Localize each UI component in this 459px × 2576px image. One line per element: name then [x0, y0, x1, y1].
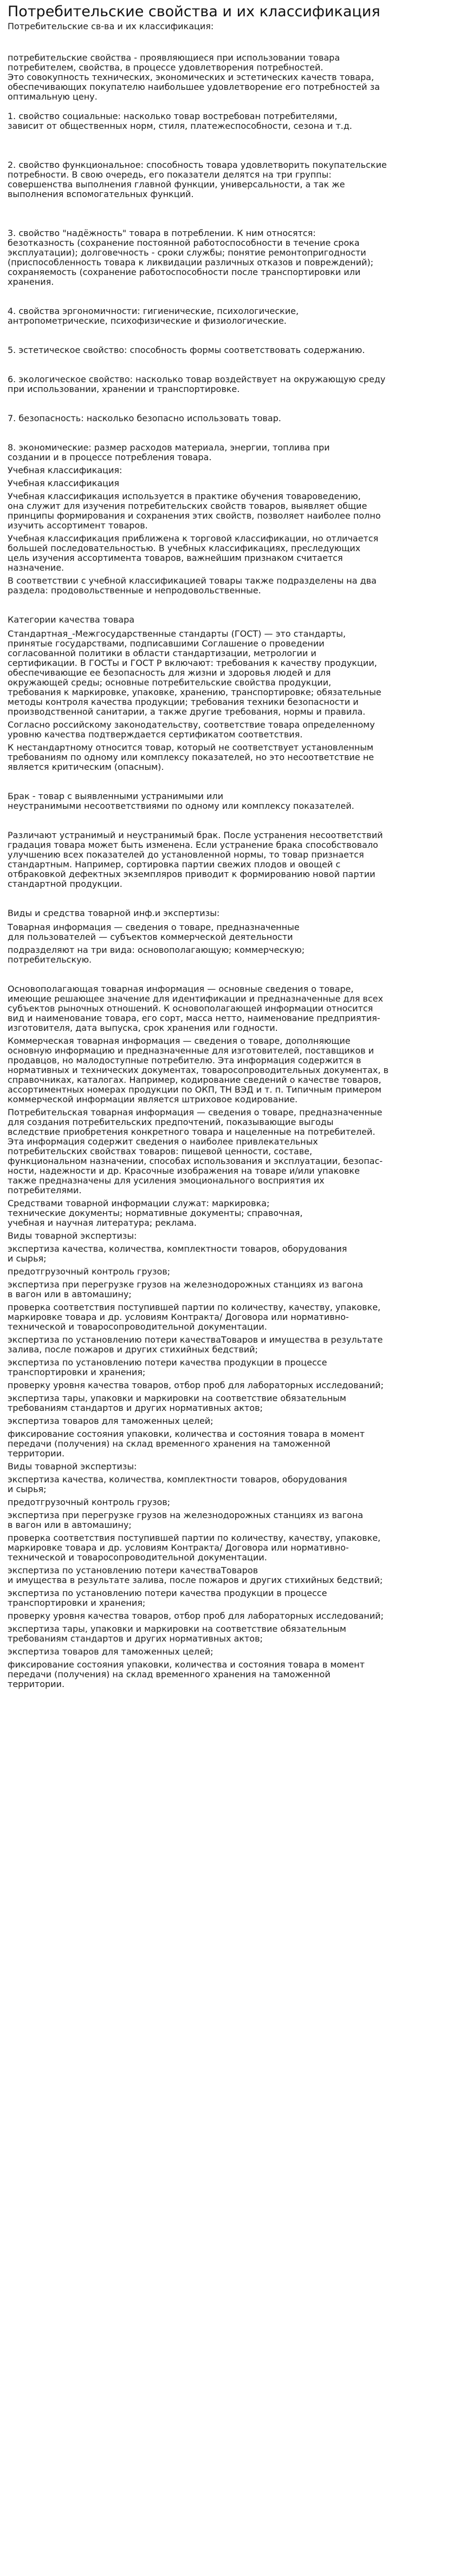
- paragraph: 3. свойство "надёжность" товара в потреблении. К ним относятся: безотказность (сохранение постоянной работоспособности в течение срока эксплуатации); долговечность - сроки службы; понятие ремонтопригодности (приспособленность товара к ликвидации различных отказов и повреждений); сохраняемость (сохранение работоспособности после транспортировки или хранения.: [8, 228, 374, 287]
- paragraph: Учебная классификация используется в практике обучения товароведению, она служит для изучения потребительских свойств товаров, выявляет общие принципы формирования и сохранения этих свойств, позволяет наиболее полно изучить ассортимент товаров.: [8, 491, 381, 531]
- paragraph: Согласно российскому законодательству, соответствие товара определенному уровню качества подтверждается сертификатом соответствия.: [8, 720, 375, 740]
- paragraph: экспертиза по установлению потери качества продукции в процессе транспортировки и хранения;: [8, 1588, 327, 1608]
- paragraph: экспертиза при перегрузке грузов на железнодорожных станциях из вагона в вагон или в автомашину;: [8, 1510, 364, 1530]
- paragraph: 2. свойство функциональное: способность товара удовлетворить покупательские потребности. В свою очередь, его показатели делятся на три группы: совершенства выполнения главной функции, универсальности, а так же выполнения вспомогательных функций.: [8, 160, 387, 199]
- paragraph: предотгрузочный контроль грузов;: [8, 1497, 171, 1507]
- paragraph: Средствами товарной информации служат: маркировка; технические документы; нормативные документы; справочная, учебная и научная литература; реклама.: [8, 1198, 303, 1228]
- paragraph: Стандартная_-Межгосударственные стандарты (ГОСТ) — это стандарты, принятые государствами, подписавшими Соглашение о проведении согласованной политики в области стандартизации, метрологии и сертификации. В ГОСТы и ГОСТ Р включают: требования к качеству продукции, обеспечивающие ее безопасность для жизни и здоровья людей и для окружающей среды; основные потребительские свойства продукции, требования к маркировке, упаковке, хранению, транспортировке; обязательные методы контроля качества продукции; требования техники безопасности и производственной санитарии, а также другие требования, нормы и правила.: [8, 629, 382, 717]
- paragraph: 4. свойства эргономичности: гигиенические, психологические, антропометрические, психофизические и физиологические.: [8, 306, 299, 326]
- paragraph: 1. свойство социальные: насколько товар востребован потребителями, зависит от общественных норм, стиля, платежеспособности, сезона и т.д.: [8, 111, 352, 131]
- paragraph: экспертиза качества, количества, комплектности товаров, оборудования и сырья;: [8, 1244, 347, 1264]
- paragraph: Учебная классификация приближена к торговой классификации, но отличается большей последовательностью. В учебных классификациях, преследующих цель изучения ассортимента товаров, важнейшим признаком считается назначение.: [8, 533, 379, 573]
- paragraph: Основополагающая товарная информация — основные сведения о товаре, имеющие решающее значение для идентификации и предназначенные для всех субъектов рыночных отношений. К основополагающей информации относится вид и наименование товара, его сорт, масса нетто, наименование предприятия- изготовителя, дата выпуска, срок хранения или годности.: [8, 984, 383, 1033]
- paragraph: предотгрузочный контроль грузов;: [8, 1266, 171, 1277]
- paragraph: К нестандартному относится товар, который не соответствует установленным требованиям по одному или комплексу показателей, но это несоответствие не является критическим (опасным).: [8, 742, 374, 772]
- paragraph: 7. безопасность: насколько безопасно использовать товар.: [8, 413, 281, 423]
- paragraph: Учебная классификация:: [8, 465, 122, 475]
- paragraph: проверку уровня качества товаров, отбор проб для лабораторных исследований;: [8, 1380, 384, 1390]
- paragraph: Товарная информация — сведения о товаре, предназначенные для пользователей — субъектов коммерческой деятельности: [8, 922, 300, 942]
- paragraph: Виды и средства товарной инф.и экспертизы:: [8, 908, 220, 918]
- page-title: Потребительские свойства и их классификация: [8, 3, 380, 20]
- paragraph: экспертиза товаров для таможенных целей;: [8, 1646, 214, 1657]
- paragraph: подразделяют на три вида: основополагающую; коммерческую; потребительскую.: [8, 945, 305, 965]
- paragraph: Виды товарной экспертизы:: [8, 1461, 137, 1472]
- paragraph: экспертиза тары, упаковки и маркировки на соответствие обязательным требованиям стандартов и других нормативных актов;: [8, 1624, 346, 1644]
- paragraph: Виды товарной экспертизы:: [8, 1231, 137, 1241]
- paragraph: 5. эстетическое свойство: способность формы соответствовать содержанию.: [8, 345, 365, 355]
- paragraph: экспертиза по установлению потери качестваТоваров и имущества в результате залива, после пожаров и других стихийных бедствий;: [8, 1335, 383, 1355]
- paragraph: экспертиза качества, количества, комплектности товаров, оборудования и сырья;: [8, 1474, 347, 1494]
- paragraph: фиксирование состояния упаковки, количества и состояния товара в момент передачи (получения) на склад временного хранения на таможенной территории.: [8, 1659, 365, 1689]
- paragraph: фиксирование состояния упаковки, количества и состояния товара в момент передачи (получения) на склад временного хранения на таможенной территории.: [8, 1429, 365, 1459]
- paragraph: Учебная классификация: [8, 478, 120, 488]
- paragraph: проверка соответствия поступившей партии по количеству, качеству, упаковке, маркировке товара и др. условиям Контракта/ Договора или нормативно- технической и товаросопроводительной документации.: [8, 1533, 381, 1562]
- paragraph: 8. экономические: размер расходов материала, энергии, топлива при создании и в процессе потребления товара.: [8, 442, 330, 462]
- paragraph: Потребительские св-ва и их классификация:: [8, 21, 214, 31]
- paragraph: проверку уровня качества товаров, отбор проб для лабораторных исследований;: [8, 1611, 384, 1621]
- paragraph: экспертиза по установлению потери качества продукции в процессе транспортировки и хранения;: [8, 1357, 327, 1377]
- paragraph: Брак - товар с выявленными устранимыми или неустранимыми несоответствиями по одному или комплексу показателей.: [8, 791, 354, 811]
- paragraph: Различают устранимый и неустранимый брак. После устранения несоответствий градация товара может быть изменена. Если устранение брака способствовало улучшению всех показателей до установленной нормы, то товар признается стандартным. Например, сортировка партии свежих плодов и овощей с отбраковкой дефектных экземпляров приводит к формированию новой партии стандартной продукции.: [8, 830, 383, 889]
- paragraph: Потребительская товарная информация — сведения о товаре, предназначенные для создания потребительских предпочтений, показывающие выгоды вследствие приобретения конкретного товара и нацеленные на потребителей. Эта информация содержит сведения о наиболее привлекательных потребительских свойствах товаров: пищевой ценности, составе, функциональном назначении, способах использования и эксплуатации, безопас- ности, надежности и др. Красочные изображения на товаре и/или упаковке также предназначены для усиления эмоционального восприятия их потребителями.: [8, 1107, 383, 1195]
- document-body: [8, 22, 451, 1689]
- paragraph: экспертиза по установлению потери качестваТоваров и имущества в результате залива, после пожаров и других стихийных бедствий;: [8, 1565, 383, 1585]
- paragraph: Категории качества товара: [8, 614, 135, 625]
- paragraph: Коммерческая товарная информация — сведения о товаре, дополняющие основную информацию и предназначенные для изготовителей, поставщиков и продавцов, но малодоступные потребителю. Эта информация содержится в нормативных и технических документах, товаросопроводительных документах, в справочниках, каталогах. Например, кодирование сведений о качестве товаров, ассортиментных номерах продукции по ОКП, ТН ВЭД и т. п. Типичным примером коммерческой информации является штриховое кодирование.: [8, 1036, 389, 1104]
- paragraph: 6. экологическое свойство: насколько товар воздействует на окружающую среду при использовании, хранении и транспортировке.: [8, 374, 386, 394]
- paragraph: экспертиза тары, упаковки и маркировки на соответствие обязательным требованиям стандартов и других нормативных актов;: [8, 1393, 346, 1413]
- paragraph: проверка соответствия поступившей партии по количеству, качеству, упаковке, маркировке товара и др. условиям Контракта/ Договора или нормативно- технической и товаросопроводительной документации.: [8, 1302, 381, 1332]
- paragraph: экспертиза товаров для таможенных целей;: [8, 1416, 214, 1426]
- paragraph: потребительские свойства - проявляющиеся при использовании товара потребителем, свойства, в процессе удовлетворения потребностей. Это совокупность технических, экономических и эстетических качеств товара, обеспечивающих покупателю наибольшее удовлетворение его потребностей за оптимальную цену.: [8, 53, 380, 102]
- paragraph: экспертиза при перегрузке грузов на железнодорожных станциях из вагона в вагон или в автомашину;: [8, 1279, 364, 1299]
- paragraph: В соответствии с учебной классификацией товары также подразделены на два раздела: продовольственные и непродовольственные.: [8, 576, 377, 596]
